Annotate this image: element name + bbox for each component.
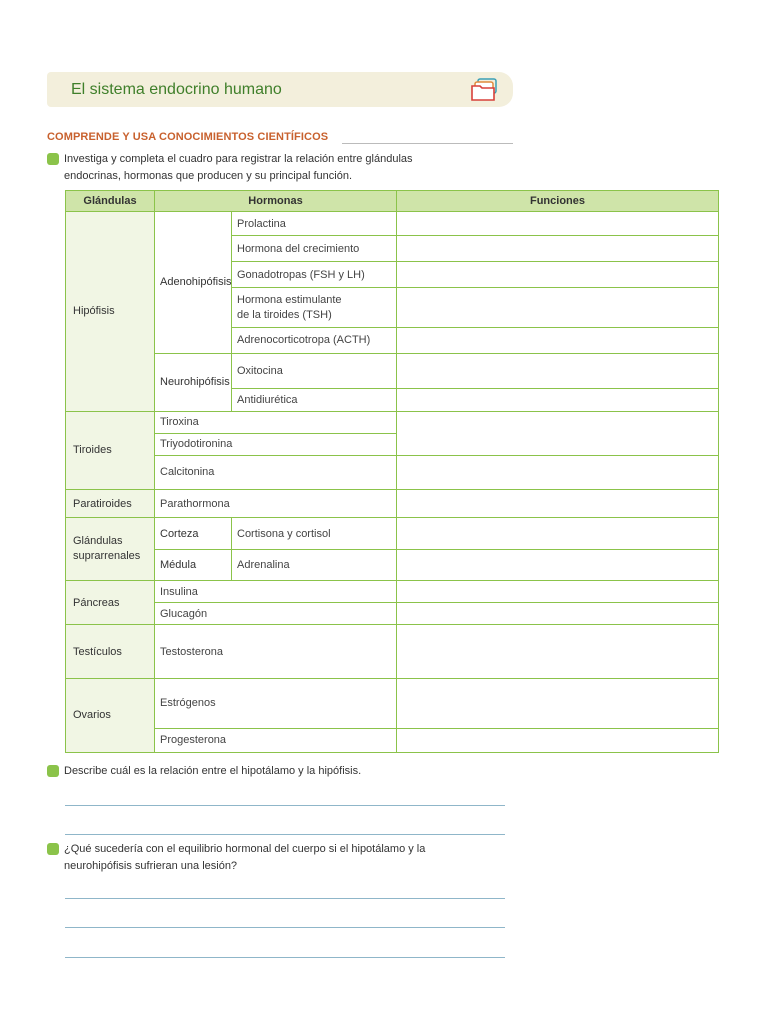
hormone-testosterona: Testosterona	[155, 625, 397, 678]
function-cell[interactable]	[397, 388, 719, 411]
gland-testiculos: Testículos	[66, 625, 155, 678]
question-3: ¿Qué sucedería con el equilibrio hormonal del cuerpo si el hipotálamo y la neurohipófisis sufrieran una lesión?	[64, 843, 426, 872]
hormone-cortisona: Cortisona y cortisol	[232, 518, 397, 550]
hormone-calcitonina: Calcitonina	[155, 455, 397, 489]
folders-icon	[470, 77, 500, 103]
function-cell[interactable]	[397, 625, 719, 678]
function-cell[interactable]	[397, 236, 719, 262]
gland-paratiroides: Paratiroides	[66, 489, 155, 517]
answer-line[interactable]	[65, 957, 505, 958]
function-cell[interactable]	[397, 489, 719, 517]
function-cell[interactable]	[397, 212, 719, 236]
header-glandulas: Glándulas	[66, 191, 155, 212]
bullet-icon	[47, 843, 59, 855]
hormone-antidiuretica: Antidiurética	[232, 388, 397, 411]
hormone-parathormona: Parathormona	[155, 489, 397, 517]
function-cell[interactable]	[397, 262, 719, 288]
hormone-triyodotironina: Triyodotironina	[155, 433, 397, 455]
header-hormonas: Hormonas	[155, 191, 397, 212]
sub-adenohipofisis: Adenohipófisis	[155, 212, 232, 353]
answer-line[interactable]	[65, 805, 505, 806]
function-cell[interactable]	[397, 581, 719, 603]
bullet-icon	[47, 153, 59, 165]
hormone-acth: Adrenocorticotropa (ACTH)	[232, 328, 397, 353]
title-banner	[47, 72, 513, 107]
function-cell[interactable]	[397, 728, 719, 752]
section-heading: COMPRENDE Y USA CONOCIMIENTOS CIENTÍFICOS	[47, 131, 329, 143]
function-cell[interactable]	[397, 328, 719, 353]
section-divider	[342, 143, 513, 144]
function-cell[interactable]	[397, 518, 719, 550]
function-cell[interactable]	[397, 411, 719, 455]
question-1: Investiga y completa el cuadro para registrar la relación entre glándulas endocrinas, hormonas que producen y su principal función.	[64, 153, 413, 182]
function-cell[interactable]	[397, 288, 719, 328]
sub-medula: Médula	[155, 550, 232, 581]
hormone-crecimiento: Hormona del crecimiento	[232, 236, 397, 262]
gland-pancreas: Páncreas	[66, 581, 155, 625]
function-cell[interactable]	[397, 455, 719, 489]
hormone-progesterona: Progesterona	[155, 728, 397, 752]
header-funciones: Funciones	[397, 191, 719, 212]
hormone-prolactina: Prolactina	[232, 212, 397, 236]
endocrine-table	[65, 190, 719, 753]
answer-line[interactable]	[65, 927, 505, 928]
sub-neurohipofisis: Neurohipófisis	[155, 353, 232, 411]
gland-hipofisis: Hipófisis	[66, 212, 155, 412]
hormone-tiroxina: Tiroxina	[155, 411, 397, 433]
gland-suprarrenales: Glándulas suprarrenales	[66, 518, 155, 581]
hormone-insulina: Insulina	[155, 581, 397, 603]
question-2: Describe cuál es la relación entre el hipotálamo y la hipófisis.	[64, 765, 362, 777]
function-cell[interactable]	[397, 550, 719, 581]
answer-line[interactable]	[65, 834, 505, 835]
function-cell[interactable]	[397, 678, 719, 728]
bullet-icon	[47, 765, 59, 777]
gland-ovarios: Ovarios	[66, 678, 155, 752]
hormone-gonadotropas: Gonadotropas (FSH y LH)	[232, 262, 397, 288]
hormone-estrogenos: Estrógenos	[155, 678, 397, 728]
answer-line[interactable]	[65, 898, 505, 899]
hormone-adrenalina: Adrenalina	[232, 550, 397, 581]
hormone-oxitocina: Oxitocina	[232, 353, 397, 388]
function-cell[interactable]	[397, 353, 719, 388]
function-cell[interactable]	[397, 603, 719, 625]
hormone-glucagon: Glucagón	[155, 603, 397, 625]
sub-corteza: Corteza	[155, 518, 232, 550]
hormone-tsh: Hormona estimulante de la tiroides (TSH)	[232, 288, 397, 328]
page-title: El sistema endocrino humano	[71, 81, 282, 98]
gland-tiroides: Tiroides	[66, 411, 155, 489]
